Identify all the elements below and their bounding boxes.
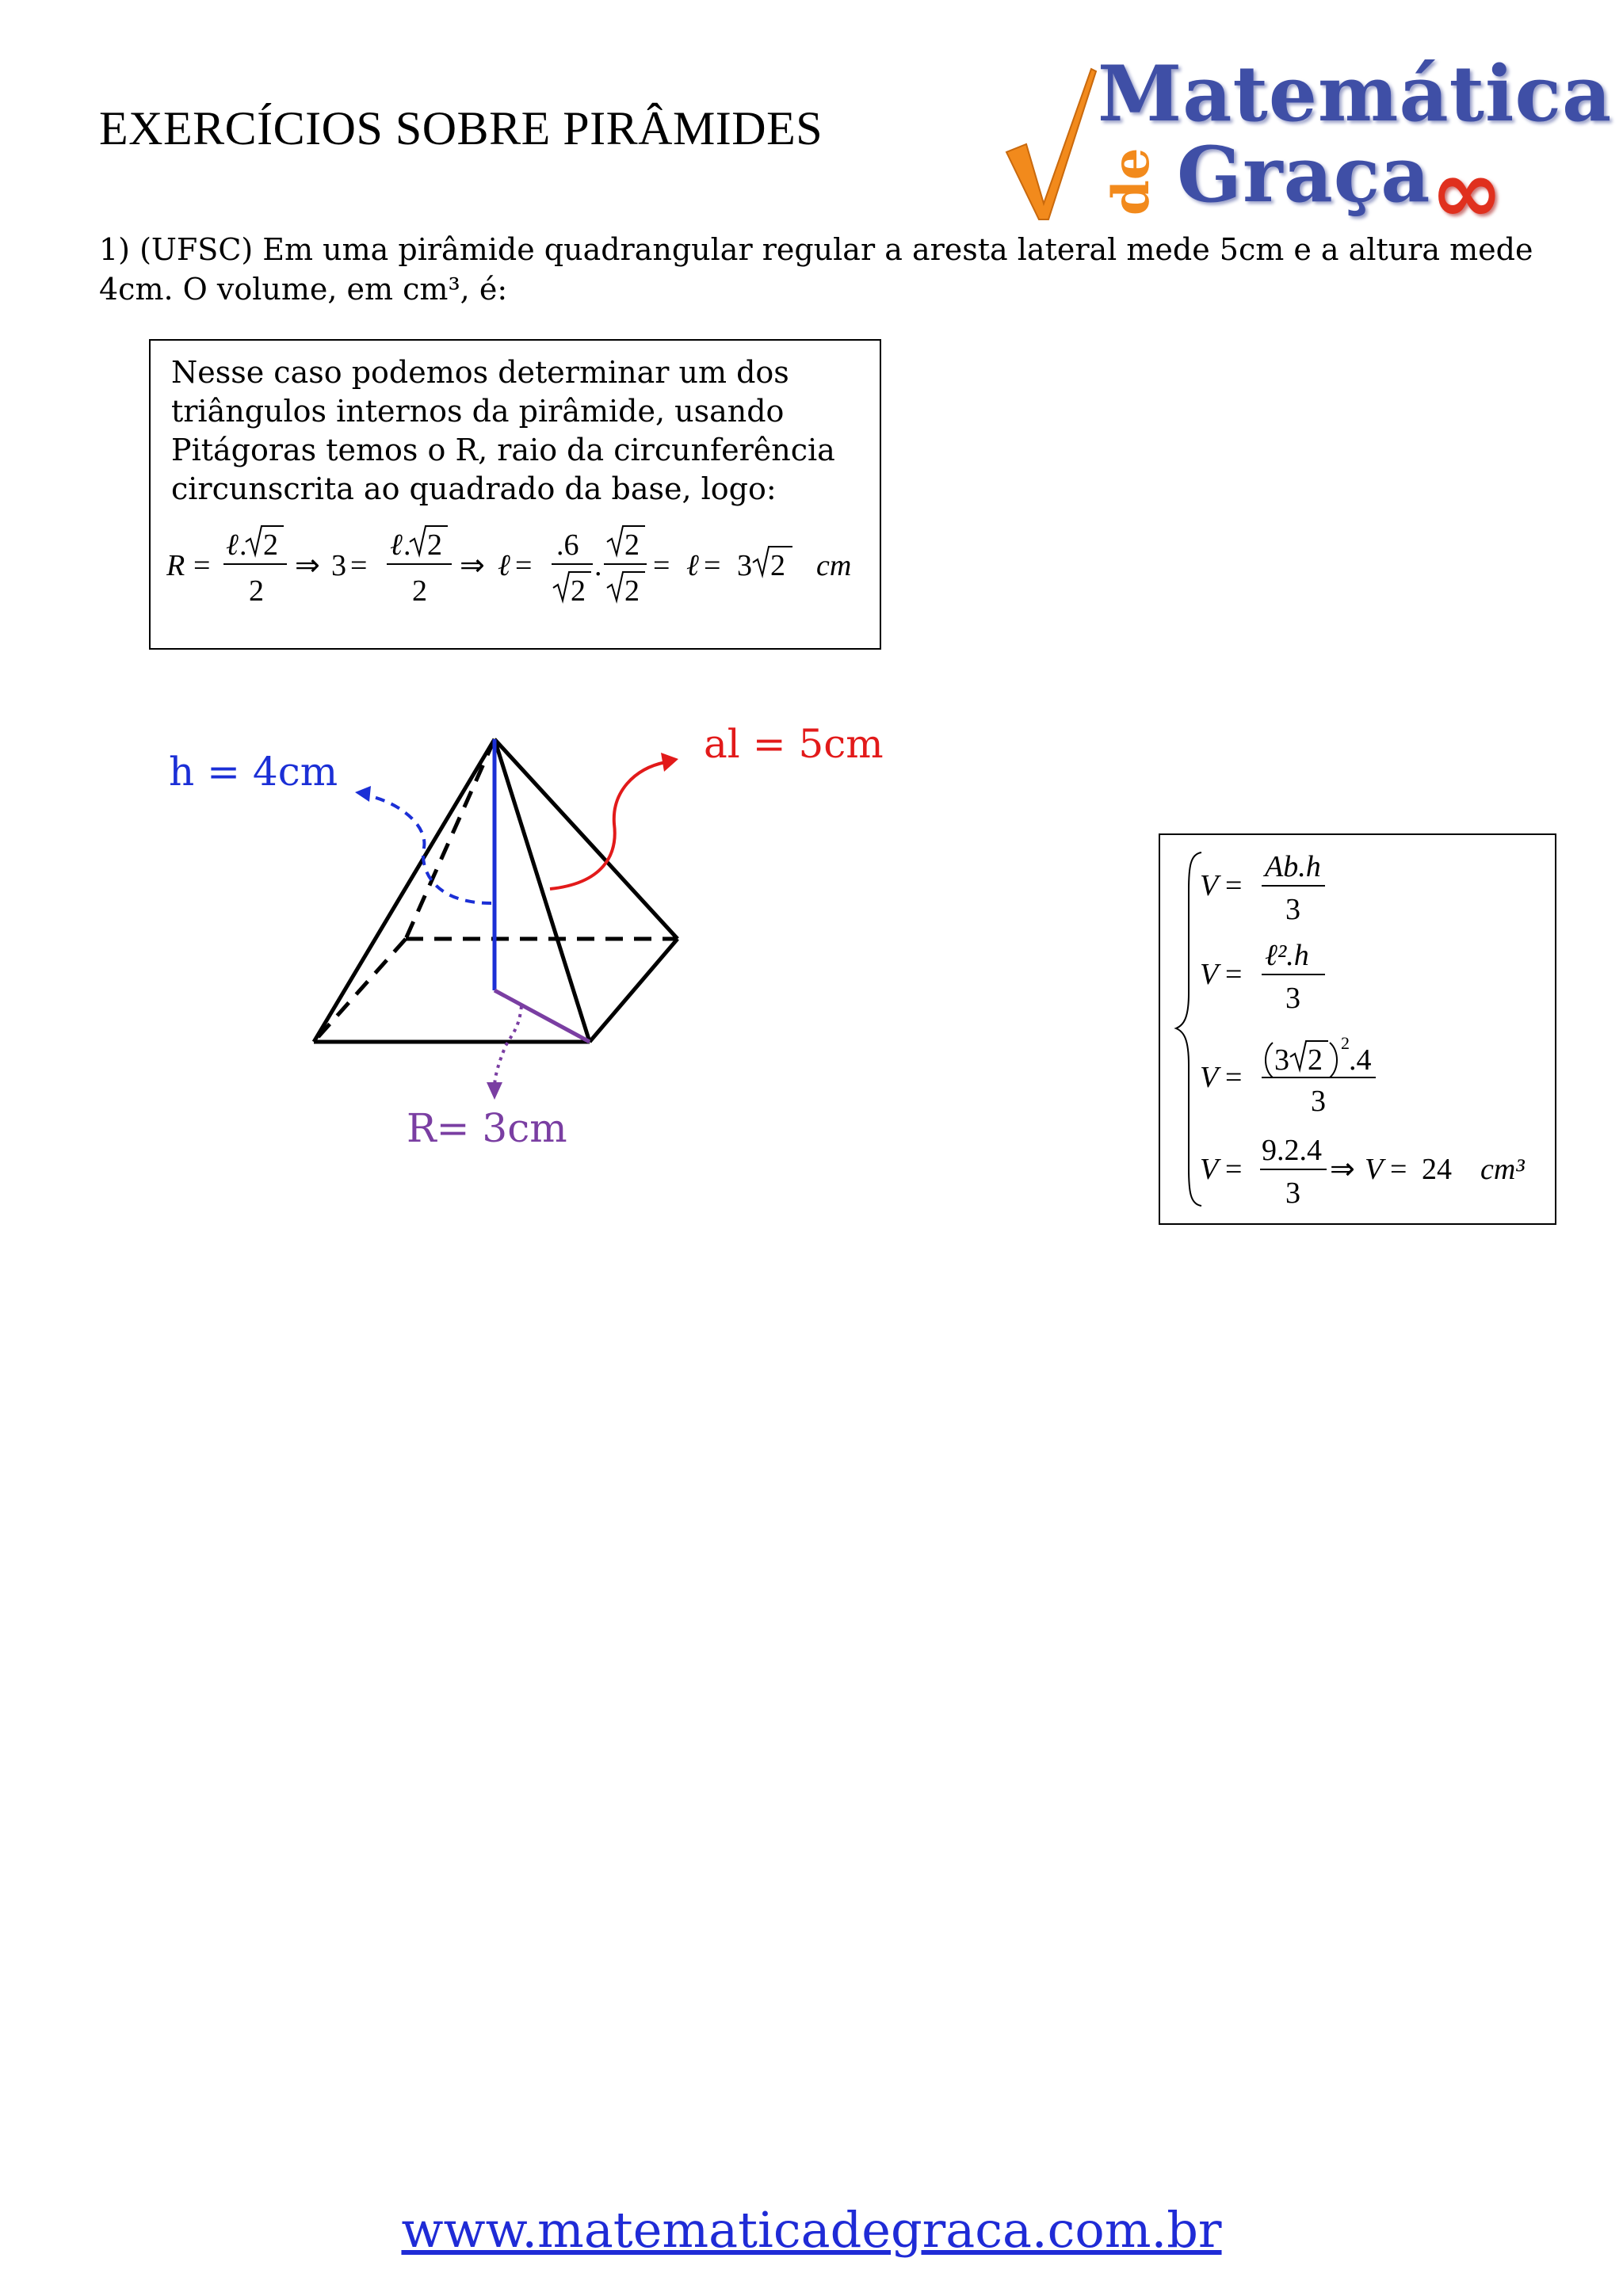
formula-eq: = xyxy=(350,549,368,582)
formula-eq: = xyxy=(653,549,670,582)
formula-two: 2 xyxy=(249,574,264,608)
vol-l4-num: 9.2.4 xyxy=(1262,1134,1322,1167)
formula-eq: = xyxy=(193,549,211,582)
formula-sqrt2: 2 xyxy=(770,549,785,582)
vol-l3-rad: 2 xyxy=(1308,1043,1323,1077)
vol-eq: = xyxy=(1390,1153,1407,1186)
formula-eq: = xyxy=(515,549,533,582)
formula-dot: . xyxy=(239,528,247,562)
formula-dot: . xyxy=(594,549,602,582)
vol-l2-num: ℓ².h xyxy=(1265,939,1309,972)
explanation-line: triângulos internos da pirâmide, usando xyxy=(171,394,785,429)
logo-word-de: de xyxy=(1102,147,1161,215)
explanation-text xyxy=(171,353,869,509)
formula-sqrt2: 2 xyxy=(624,528,640,562)
formula-ell: ℓ xyxy=(686,549,699,582)
formula-implies: ⇒ xyxy=(295,549,320,582)
vol-l3-den: 3 xyxy=(1311,1085,1326,1118)
logo xyxy=(1002,41,1613,242)
formula-three: 3 xyxy=(331,549,346,582)
vol-l1-den: 3 xyxy=(1285,893,1300,926)
vol-v: V xyxy=(1200,1061,1219,1094)
formula-dot: . xyxy=(403,528,411,562)
volume-box xyxy=(1159,833,1556,1225)
vol-eq: = xyxy=(1225,1061,1243,1094)
explanation-line: circunscrita ao quadrado da base, logo: xyxy=(171,471,777,506)
vol-result: 24 xyxy=(1422,1153,1452,1186)
explanation-line: Pitágoras temos o R, raio da circunferência xyxy=(171,433,835,467)
vol-v: V xyxy=(1200,958,1219,991)
formula-six: .6 xyxy=(556,528,579,562)
vol-v: V xyxy=(1365,1153,1384,1186)
formula-sqrt2: 2 xyxy=(571,574,586,608)
vol-eq: = xyxy=(1225,869,1243,902)
vol-l3-coef: 3 xyxy=(1274,1043,1289,1077)
formula-sqrt2: 2 xyxy=(427,528,442,562)
formula-ell: ℓ xyxy=(498,549,510,582)
formula-r: R xyxy=(166,549,185,582)
logo-word-matematica: Matemática xyxy=(1098,49,1613,139)
formula-implies: ⇒ xyxy=(460,549,485,582)
formula-sqrt2: 2 xyxy=(624,574,640,608)
vol-l1-num: Ab.h xyxy=(1265,850,1321,883)
explanation-line: Nesse caso podemos determinar um dos xyxy=(171,355,789,390)
formula-ell: ℓ xyxy=(226,528,239,562)
check-mark-icon xyxy=(1002,65,1098,223)
logo-word-graca: Graça xyxy=(1177,130,1431,219)
formula-two: 2 xyxy=(412,574,427,608)
radius-formula xyxy=(166,507,880,626)
formula-eq: = xyxy=(704,549,721,582)
footer-link[interactable]: www.matematicadegraca.com.br xyxy=(401,2201,1222,2259)
question-text: 1) (UFSC) Em uma pirâmide quadrangular regular a aresta lateral mede 5cm e a altura mede 4cm. O volume, em cm³, é: xyxy=(99,232,1533,307)
vol-l2-den: 3 xyxy=(1285,982,1300,1015)
vol-v: V xyxy=(1200,869,1219,902)
vol-implies: ⇒ xyxy=(1330,1153,1355,1186)
vol-eq: = xyxy=(1225,958,1243,991)
edge-label: al = 5cm xyxy=(704,721,884,767)
vol-v: V xyxy=(1200,1153,1219,1186)
formula-sqrt2: 2 xyxy=(263,528,278,562)
vol-l4-den: 3 xyxy=(1285,1177,1300,1210)
radius-label: R= 3cm xyxy=(407,1105,567,1151)
infinity-icon: ∞ xyxy=(1430,141,1503,242)
explanation-box xyxy=(149,339,881,650)
volume-formula xyxy=(1160,835,1556,1223)
vol-eq: = xyxy=(1225,1153,1243,1186)
vol-l3-exp: 2 xyxy=(1341,1033,1350,1053)
height-label: h = 4cm xyxy=(169,749,338,795)
formula-ell: ℓ xyxy=(390,528,403,562)
vol-l3-tail: .4 xyxy=(1349,1043,1372,1077)
formula-three-coef: 3 xyxy=(737,549,752,582)
formula-unit: cm xyxy=(816,549,852,582)
vol-unit: cm³ xyxy=(1480,1153,1525,1186)
page-title: EXERCÍCIOS SOBRE PIRÂMIDES xyxy=(99,102,823,154)
